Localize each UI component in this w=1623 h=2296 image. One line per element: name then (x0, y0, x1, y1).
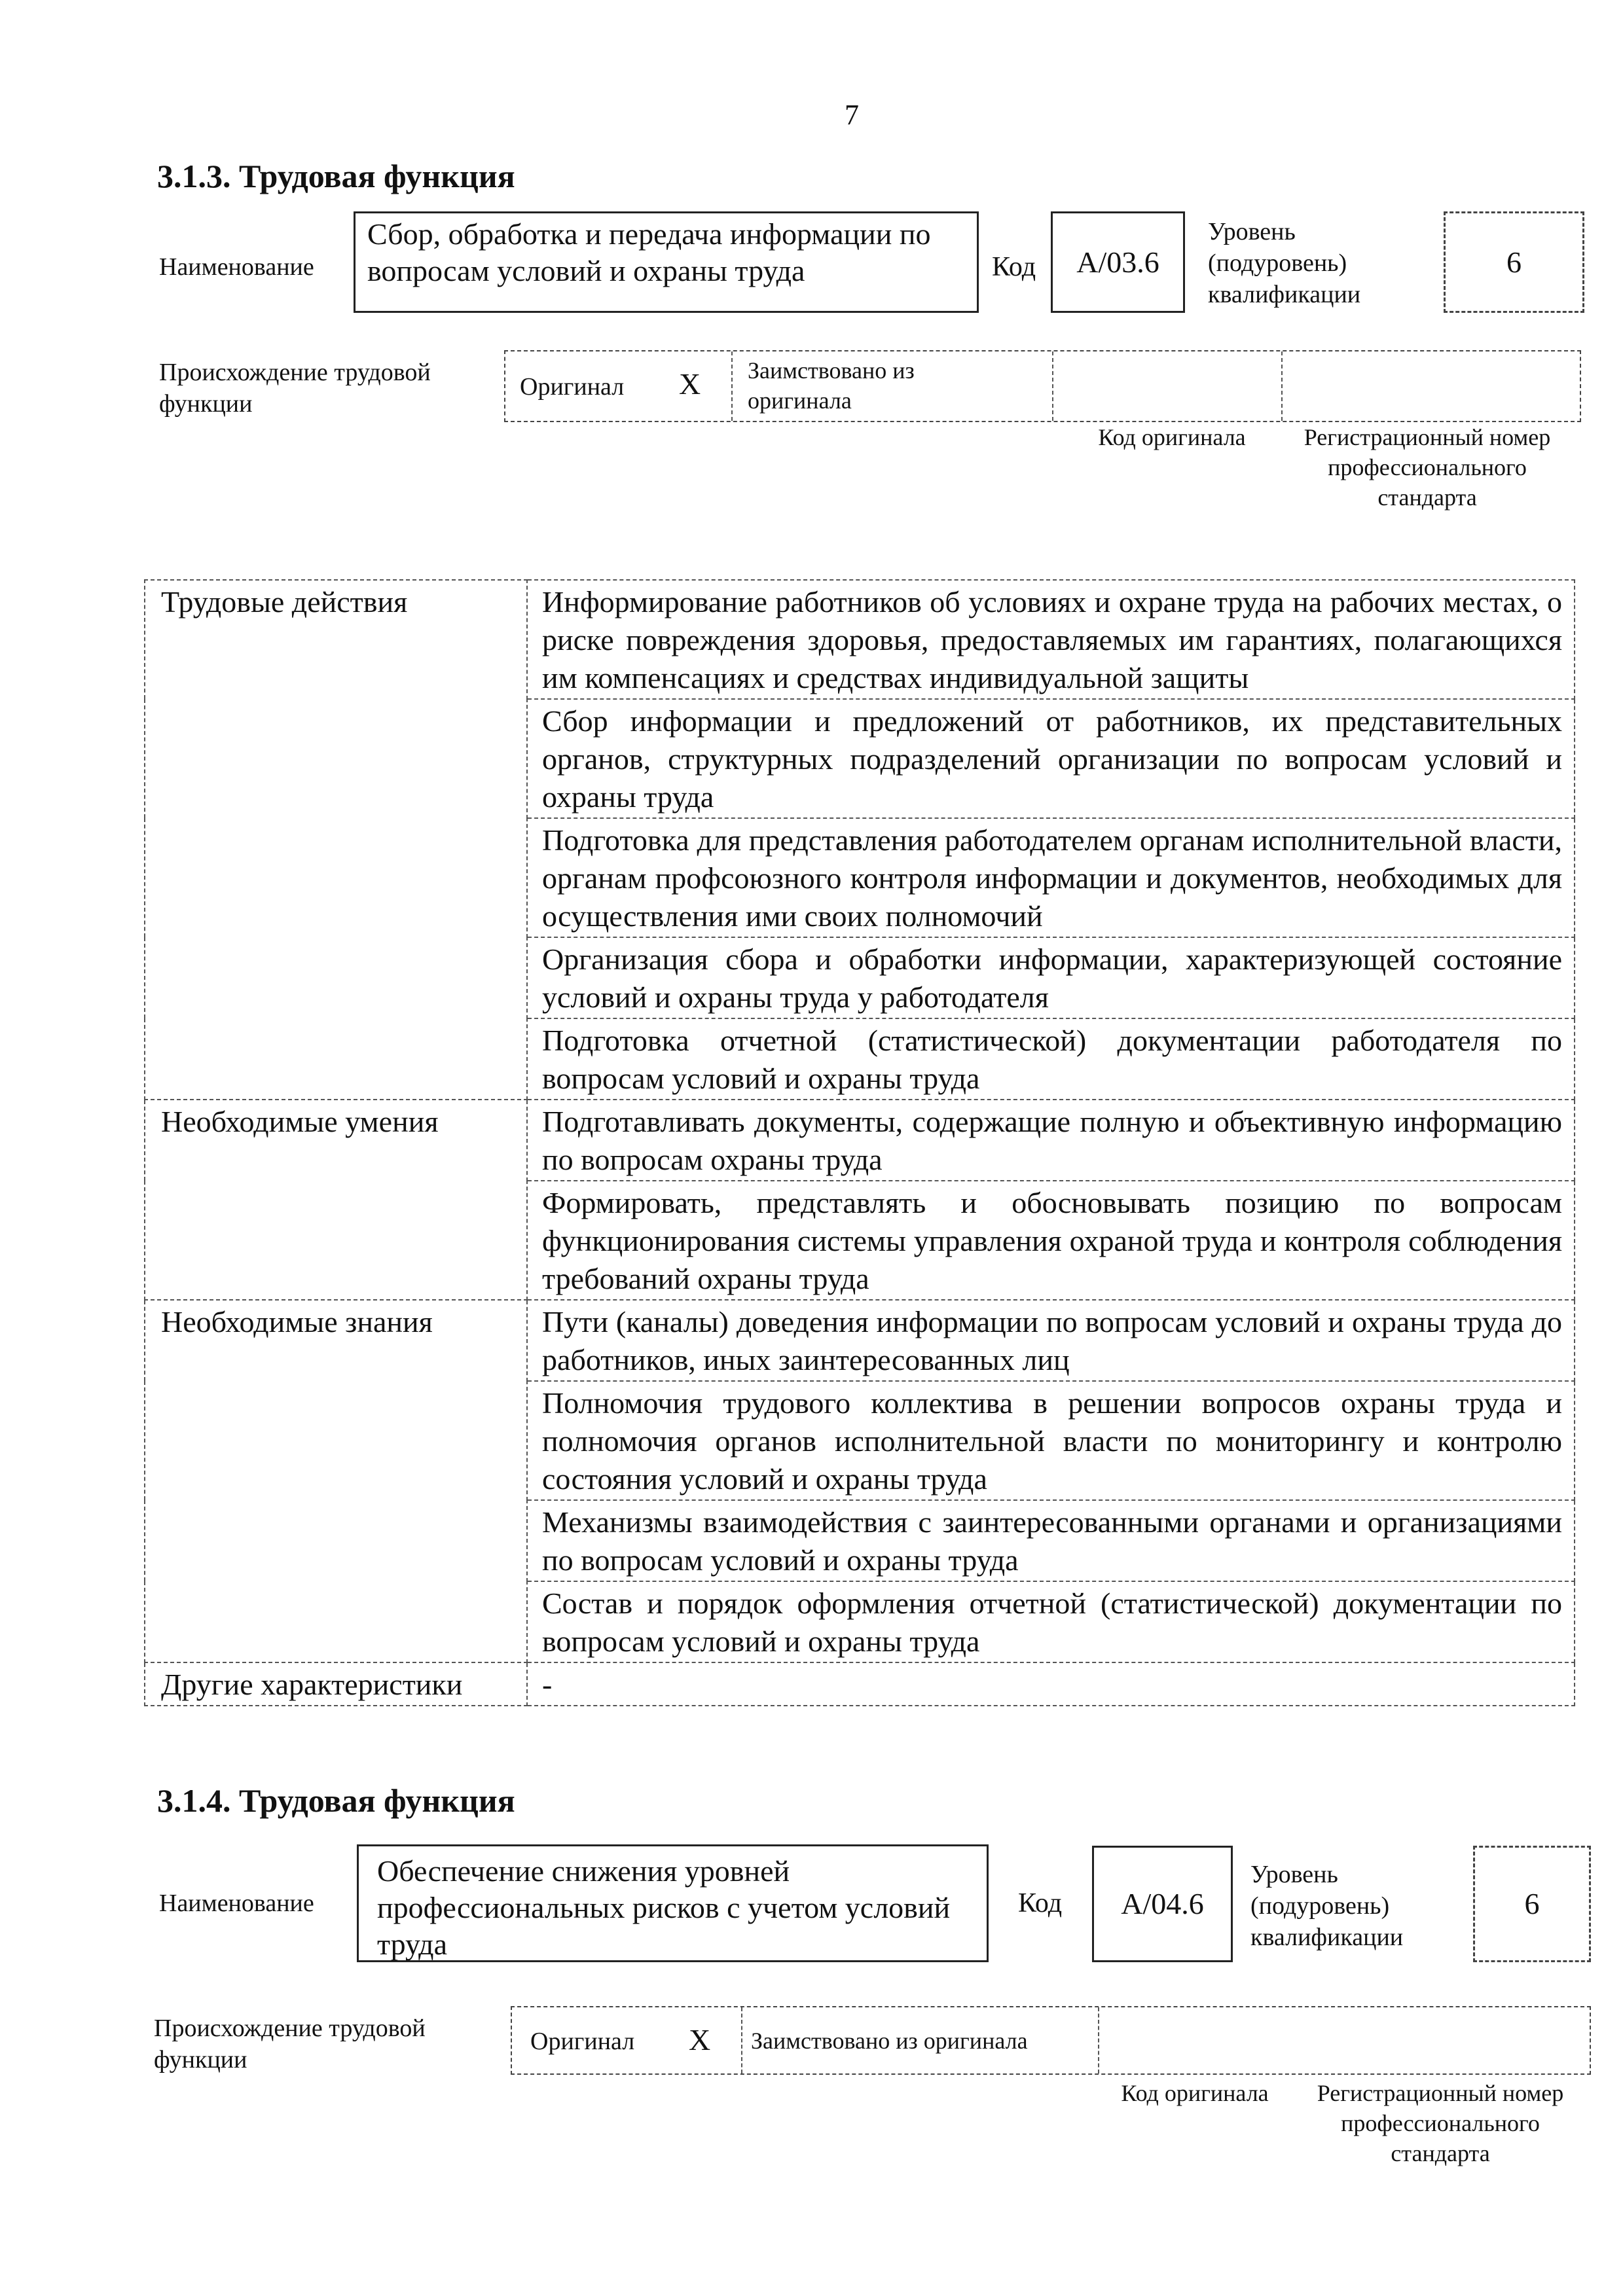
origin-label: Происхождение трудовой функции (154, 2015, 426, 2073)
origin-mark: X (679, 367, 701, 401)
table-row (145, 580, 1575, 699)
origin-original: Оригинал (520, 373, 625, 401)
row-text: Механизмы взаимодействия с заинтересованными органами и организациями по вопросам условий и охраны труда (527, 1500, 1575, 1581)
level-value: 6 (1524, 1887, 1540, 1920)
name-label: Наименование (159, 253, 314, 281)
row-header-knowledge: Необходимые знания (145, 1300, 527, 1662)
section-title: 3.1.3. Трудовая функция (157, 158, 515, 194)
row-text: Подготовка отчетной (статистической) документации работодателя по вопросам условий и охраны труда (527, 1018, 1575, 1100)
row-text: Полномочия трудового коллектива в решении вопросов охраны труда и полномочия органов исполнительной власти по мониторингу и контролю состояния условий и охраны труда (527, 1381, 1575, 1500)
row-text: Подготовка для представления работодателем органам исполнительной власти, органам профсоюзного контроля информации и документов, необходимых для осуществления ими своих полномочий (527, 818, 1575, 937)
origin-borrowed: Заимствовано из оригинала (748, 357, 915, 414)
row-text: Информирование работников об условиях и охране труда на рабочих местах, о риске повреждения здоровья, предоставляемых им гарантиях, полагающихся им компенсациях и средствах индивидуальной защиты (527, 580, 1575, 699)
function-name: Сбор, обработка и передача информации по вопросам условий и охраны труда (367, 217, 931, 287)
level-label: Уровень (подуровень) квалификации (1250, 1861, 1404, 1951)
page-number: 7 (845, 99, 859, 131)
code-box (1051, 211, 1185, 313)
row-header-skills: Необходимые умения (145, 1100, 527, 1300)
code-original-caption: Код оригинала (1098, 424, 1246, 450)
table-row (145, 1662, 1575, 1706)
divider (1052, 351, 1055, 421)
row-text: Организация сбора и обработки информации, характеризующей состояние условий и охраны труда у работодателя (527, 937, 1575, 1018)
code-value: A/04.6 (1121, 1887, 1204, 1920)
level-box (1473, 1846, 1591, 1962)
code-label: Код (992, 252, 1036, 282)
row-text: Сбор информации и предложений от работников, их представительных органов, структурных подразделений организации по вопросам условий и охраны труда (527, 699, 1575, 818)
level-label: Уровень (подуровень) квалификации (1208, 218, 1361, 308)
divider (1098, 2007, 1101, 2073)
function-name: Обеспечение снижения уровней профессиональных рисков с учетом условий труда (377, 1854, 951, 1961)
row-text: Состав и порядок оформления отчетной (статистической) документации по вопросам условий и охраны труда (527, 1581, 1575, 1662)
origin-original: Оригинал (530, 2028, 635, 2055)
table-row (145, 1300, 1575, 1381)
reg-number-caption: Регистрационный номер профессионального стандарта (1317, 2080, 1564, 2166)
row-text: Пути (каналы) доведения информации по вопросам условий и охраны труда до работников, иных заинтересованных лиц (527, 1300, 1575, 1381)
level-box (1444, 211, 1584, 313)
function-name-box (354, 211, 979, 313)
divider (741, 2007, 744, 2073)
labor-function-table (144, 579, 1575, 1706)
origin-mark: X (689, 2023, 711, 2056)
code-box (1092, 1846, 1233, 1962)
row-header-actions: Трудовые действия (145, 580, 527, 1100)
origin-table (511, 2006, 1591, 2075)
section-title: 3.1.4. Трудовая функция (157, 1782, 515, 1819)
row-header-other: Другие характеристики (145, 1662, 527, 1706)
origin-label: Происхождение трудовой функции (159, 359, 431, 418)
origin-table (504, 350, 1581, 422)
code-original-caption: Код оригинала (1121, 2080, 1269, 2106)
row-text: - (527, 1662, 1575, 1706)
name-label: Наименование (159, 1890, 314, 1917)
reg-number-caption: Регистрационный номер профессионального стандарта (1304, 424, 1551, 511)
code-label: Код (1018, 1888, 1063, 1918)
code-value: A/03.6 (1076, 245, 1159, 279)
function-name-box (357, 1844, 989, 1962)
divider (1281, 351, 1284, 421)
divider (731, 351, 734, 421)
level-value: 6 (1506, 245, 1522, 279)
row-text: Формировать, представлять и обосновывать позицию по вопросам функционирования системы управления охраной труда и контроля соблюдения требований охраны труда (527, 1181, 1575, 1300)
table-row (145, 1100, 1575, 1181)
origin-borrowed: Заимствовано из оригинала (751, 2028, 1028, 2054)
row-text: Подготавливать документы, содержащие полную и объективную информацию по вопросам охраны труда (527, 1100, 1575, 1181)
